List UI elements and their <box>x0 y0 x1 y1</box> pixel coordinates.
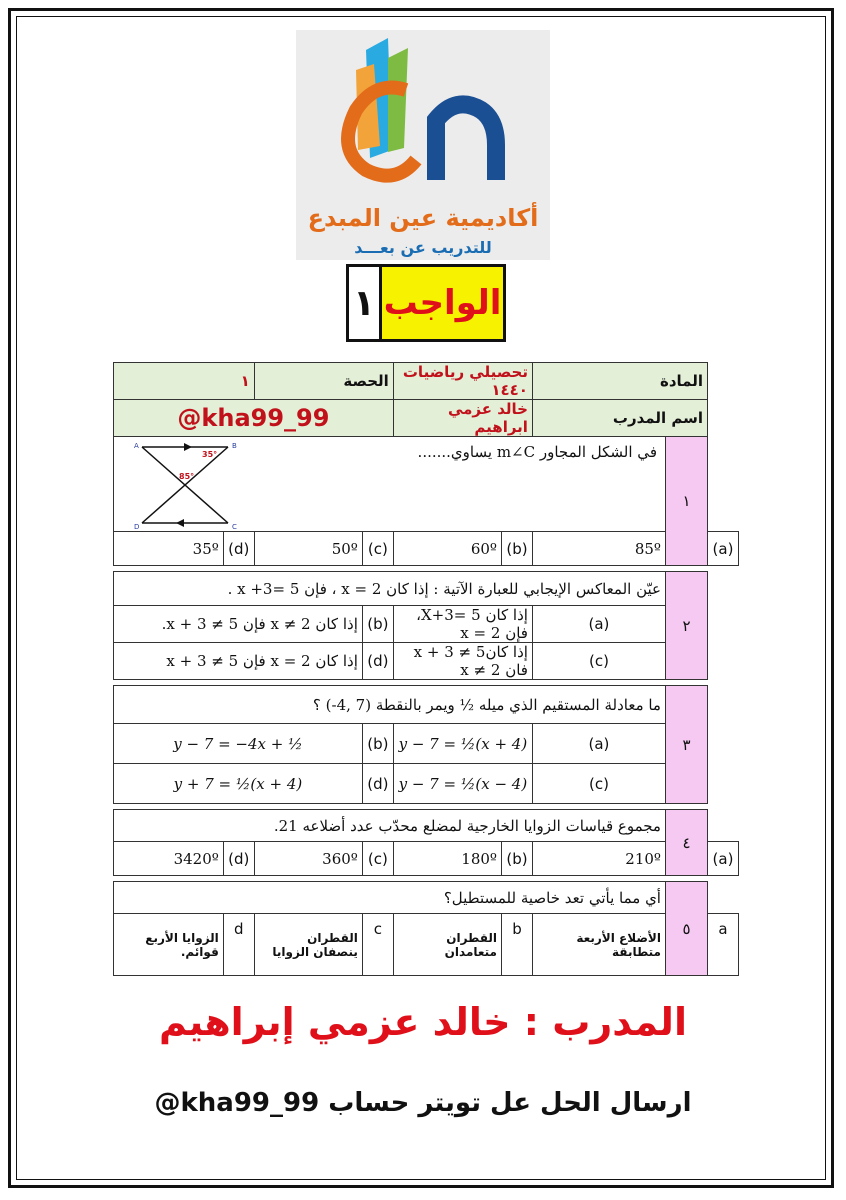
option-value[interactable]: 85º <box>532 532 665 566</box>
question-row <box>114 882 739 914</box>
option-letter: (b) <box>501 532 532 566</box>
option-value[interactable]: y − 7 = −4x + ½ <box>114 724 363 764</box>
logo-mark-icon <box>296 30 550 210</box>
point-label-b: B <box>232 442 237 450</box>
option-value[interactable]: الزوايا الأربع قوائم. <box>114 914 224 976</box>
option-letter: (d) <box>223 532 254 566</box>
option-letter: (b) <box>362 606 393 643</box>
point-label-a: A <box>134 442 139 450</box>
session-value: ١ <box>114 363 255 400</box>
geometry-figure <box>134 439 244 531</box>
option-letter: (d) <box>223 842 254 876</box>
question-row <box>114 437 739 532</box>
question-row <box>114 810 739 842</box>
options-row <box>114 606 739 643</box>
option-letter: (d) <box>362 643 393 680</box>
question-text: عيّن المعاكس الإيجابي للعبارة الآتية : إذا كان 2 = x ، فإن 5 =3+ x . <box>114 572 666 606</box>
homework-title-box <box>346 264 506 342</box>
option-letter: (a) <box>532 724 665 764</box>
option-value[interactable]: y + 7 = ½(x + 4) <box>114 764 363 804</box>
academy-logo <box>296 30 550 260</box>
header-row-subject <box>114 363 739 400</box>
option-value[interactable]: 60º <box>393 532 501 566</box>
question-row <box>114 686 739 724</box>
option-value[interactable]: إذا كان 2 = x فإن 5 ≠ 3 + x <box>114 643 363 680</box>
option-value[interactable]: القطران ينصفان الزوايا <box>254 914 362 976</box>
question-number: ١ <box>665 437 707 566</box>
question-number: ٢ <box>665 572 707 680</box>
option-value[interactable]: y − 7 = ½(x + 4) <box>393 724 532 764</box>
option-letter: b <box>501 914 532 976</box>
option-letter: (c) <box>362 842 393 876</box>
options-row <box>114 643 739 680</box>
option-letter: (a) <box>532 606 665 643</box>
question-text: في الشكل المجاور m∠C يساوي....... <box>417 443 657 461</box>
point-label-d: D <box>134 523 140 531</box>
subject-value: تحصيلي رياضيات ١٤٤٠ <box>393 363 532 400</box>
question-text: أي مما يأتي تعد خاصية للمستطيل؟ <box>114 882 666 914</box>
option-letter: (c) <box>532 643 665 680</box>
question-row <box>114 572 739 606</box>
options-row <box>114 764 739 804</box>
question-text: ما معادلة المستقيم الذي ميله ½ ويمر بالنقطة (7 ,4-) ؟ <box>114 686 666 724</box>
question-sheet <box>113 362 739 976</box>
option-letter: c <box>362 914 393 976</box>
option-value[interactable]: القطران متعامدان <box>393 914 501 976</box>
session-label: الحصة <box>254 363 393 400</box>
academy-name: أكاديمية عين المبدع <box>307 204 539 232</box>
question-text: مجموع قياسات الزوايا الخارجية لمضلع محدّب عدد أضلاعه 21. <box>114 810 666 842</box>
option-letter: (a) <box>708 842 739 876</box>
question-1-cell <box>114 437 666 532</box>
option-value[interactable]: 35º <box>114 532 224 566</box>
option-letter: (b) <box>501 842 532 876</box>
homework-number: ١ <box>349 267 382 339</box>
question-number: ٥ <box>665 882 707 976</box>
option-letter: (c) <box>362 532 393 566</box>
option-value[interactable]: إذا كان5 ≠ 3 + x فان 2 ≠ x <box>393 643 532 680</box>
options-row <box>114 842 739 876</box>
academy-subtitle: للتدريب عن بعـــد <box>354 238 492 257</box>
option-letter: a <box>708 914 739 976</box>
angle-label-center: 85° <box>179 472 195 481</box>
option-letter: (b) <box>362 724 393 764</box>
options-row <box>114 914 739 976</box>
option-value[interactable]: إذا كان 2 ≠ x فإن 5 ≠ 3 + x. <box>114 606 363 643</box>
options-row <box>114 532 739 566</box>
angle-label-b: 35° <box>202 450 218 459</box>
option-value[interactable]: 210º <box>532 842 665 876</box>
option-value[interactable]: 3420º <box>114 842 224 876</box>
option-value[interactable]: 50º <box>254 532 362 566</box>
send-solution-line: ارسال الحل عل تويتر حساب kha99_99@ <box>154 1088 692 1118</box>
subject-label: المادة <box>532 363 707 400</box>
option-letter: (d) <box>362 764 393 804</box>
header-row-trainer <box>114 400 739 437</box>
option-letter: (a) <box>708 532 739 566</box>
option-value[interactable]: 180º <box>393 842 501 876</box>
option-letter: d <box>223 914 254 976</box>
option-value[interactable]: y − 7 = ½(x − 4) <box>393 764 532 804</box>
options-row <box>114 724 739 764</box>
question-number: ٣ <box>665 686 707 804</box>
option-value[interactable]: إذا كان 5 =X+3، فإن 2 = x <box>393 606 532 643</box>
twitter-handle: @kha99_99 <box>114 400 394 437</box>
point-label-c: C <box>232 523 237 531</box>
homework-label: الواجب <box>382 267 503 339</box>
trainer-label: اسم المدرب <box>532 400 707 437</box>
option-value[interactable]: 360º <box>254 842 362 876</box>
trainer-value: خالد عزمي ابراهيم <box>393 400 532 437</box>
question-number: ٤ <box>665 810 707 876</box>
option-letter: (c) <box>532 764 665 804</box>
trainer-line: المدرب : خالد عزمي إبراهيم <box>159 1000 687 1044</box>
option-value[interactable]: الأضلاع الأربعة متطابقة <box>532 914 665 976</box>
